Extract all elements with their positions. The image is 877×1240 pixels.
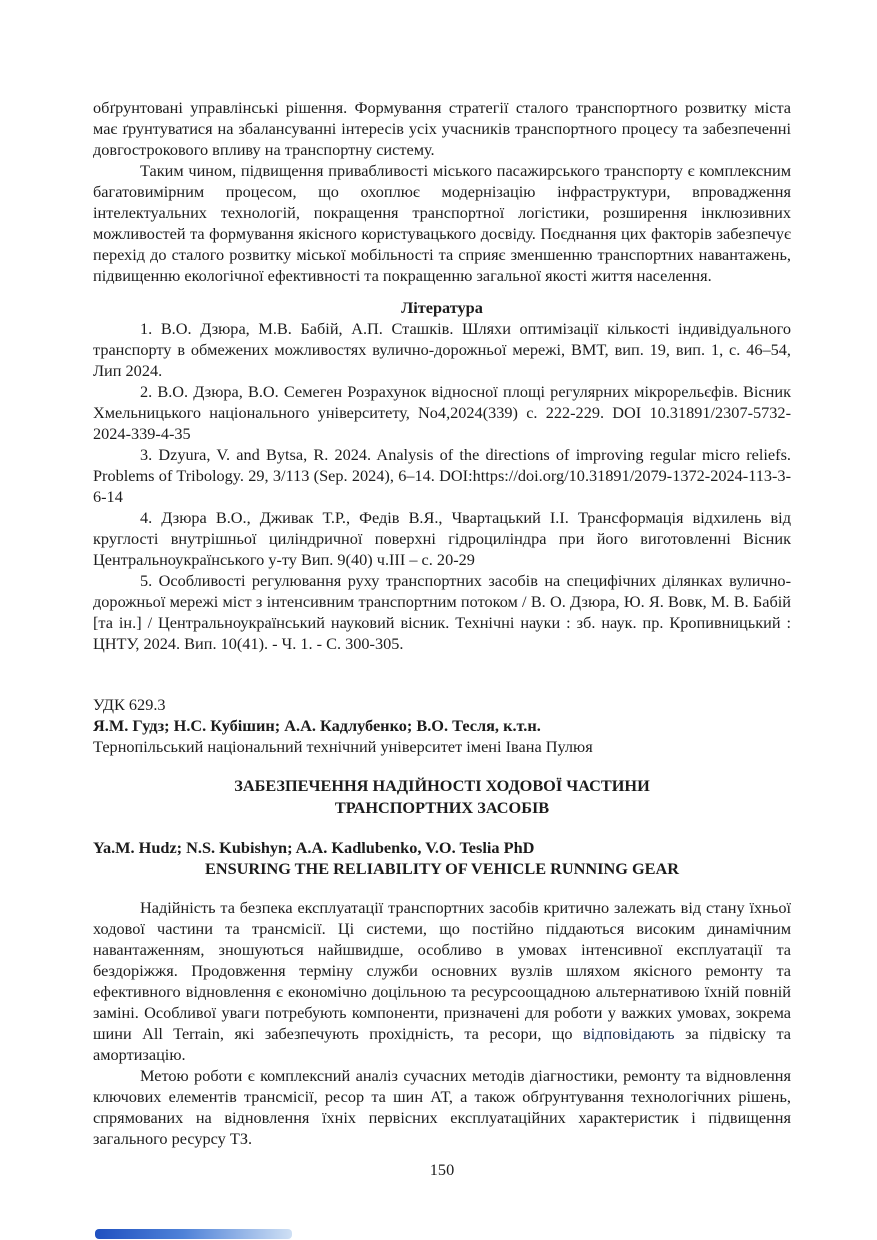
article-title-en: ENSURING THE RELIABILITY OF VEHICLE RUNNING GEAR (204, 859, 680, 878)
highlighted-word: відповідають (583, 1024, 675, 1043)
references-heading: Література (401, 298, 483, 317)
udc-code: УДК 629.3 (93, 695, 166, 714)
authors-ua: Я.М. Гудз; Н.С. Кубішин; А.А. Кадлубенко; В.О. Тесля, к.т.н. (93, 716, 541, 735)
continuation-paragraph-1: обґрунтовані управлінські рішення. Формування стратегії сталого транспортного розвитку міста має ґрунтуватися на збалансуванні інтересів усіх учасників транспортного процесу та забезпеченні довгострокового впливу на транспортну систему. (93, 98, 791, 159)
reference-item-2: 2. В.О. Дзюра, В.О. Семеген Розрахунок відносної площі регулярних мікрорельєфів. Вісник Хмельницького національного університету, No4,2024(339) с. 222-229. DOI 10.31891/2307-5732-2024-339-4-35 (93, 382, 791, 443)
reference-item-4: 4. Дзюра В.О., Дживак Т.Р., Федів В.Я., Чвартацький І.І. Трансформація відхилень від круглості внутрішньої циліндричної поверхні гідроциліндра при його виготовленні Вісник Центральноукраїнського у-ту Вип. 9(40) ч.ІІІ – с. 20-29 (93, 508, 791, 569)
authors-en: Ya.M. Hudz; N.S. Kubishyn; A.A. Kadlubenko, V.O. Teslia PhD (93, 838, 535, 857)
reference-item-3: 3. Dzyura, V. and Bytsa, R. 2024. Analysis of the directions of improving regular micro reliefs. Problems of Tribology. 29, 3/113 (Sep. 2024), 6–14. DOI:https://doi.org/10.31891/2079-1372-2024-113-3-6-14 (93, 445, 791, 506)
continuation-paragraph-2: Таким чином, підвищення привабливості міського пасажирського транспорту є комплексним багатовимірним процесом, що охоплює модернізацію інфраструктури, впровадження інтелектуальних технологій, покращення транспортної логістики, розширення інклюзивних можливостей та формування якісного користувацького досвіду. Поєднання цих факторів забезпечує перехід до сталого розвитку міської мобільності та сприяє зменшенню транспортних навантажень, підвищенню екологічної ефективності та покращенню загальної якості життя населення. (93, 161, 791, 285)
reference-item-1: 1. В.О. Дзюра, М.В. Бабій, А.П. Сташків. Шляхи оптимізації кількості індивідуального транспорту в обмежених можливостях вулично-дорожньої мережі, ВМТ, вип. 19, вип. 1, с. 46–54, Лип 2024. (93, 319, 791, 380)
article-title-ua-line1: ЗАБЕЗПЕЧЕННЯ НАДІЙНОСТІ ХОДОВОЇ ЧАСТИНИ (234, 776, 650, 795)
abstract-text-after: за підвіску та амортизацію. (93, 1024, 792, 1064)
text-block (93, 97, 791, 1180)
abstract-paragraph-1 (93, 897, 791, 1065)
progress-bar (95, 1229, 292, 1239)
reference-item-5: 5. Особливості регулювання руху транспортних засобів на специфічних ділянках вулично-дорожньої мережі міст з інтенсивним транспортним потоком / В. О. Дзюра, Ю. Я. Вовк, М. В. Бабій [та ін.] / Центральноукраїнський науковий вісник. Технічні науки : зб. наук. пр. Кропивницький : ЦНТУ, 2024. Вип. 10(41). - Ч. 1. - С. 300-305. (93, 571, 791, 653)
article-title-ua-line2: ТРАНСПОРТНИХ ЗАСОБІВ (334, 798, 550, 817)
page-number: 150 (429, 1160, 455, 1179)
abstract-paragraph-2: Метою роботи є комплексний аналіз сучасних методів діагностики, ремонту та відновлення ключових елементів трансмісії, ресор та шин АТ, а також обґрунтування технологічних рішень, спрямованих на відновлення їхніх первісних експлуатаційних характеристик і підвищення загального ресурсу ТЗ. (93, 1066, 791, 1148)
article-title-ua (93, 775, 791, 819)
affiliation: Тернопільський національний технічний університет імені Івана Пулюя (93, 737, 593, 756)
abstract-text-before: Надійність та безпека експлуатації транспортних засобів критично залежать від стану їхньої ходової частини та трансмісії. Ці системи, що постійно піддаються високим динамічним навантаженням, зношуються найшвидше, особливо в умовах інтенсивної експлуатації та бездоріжжя. Продовження терміну служби основних вузлів шляхом якісного ремонту та ефективного відновлення є економічно доцільною та ресурсоощадною альтернативою їхній повній заміні. Особливої уваги потребують компоненти, призначені для роботи у важких умовах, зокрема шини All Terrain, які забезпечують прохідність, та ресори, що (93, 898, 791, 1043)
